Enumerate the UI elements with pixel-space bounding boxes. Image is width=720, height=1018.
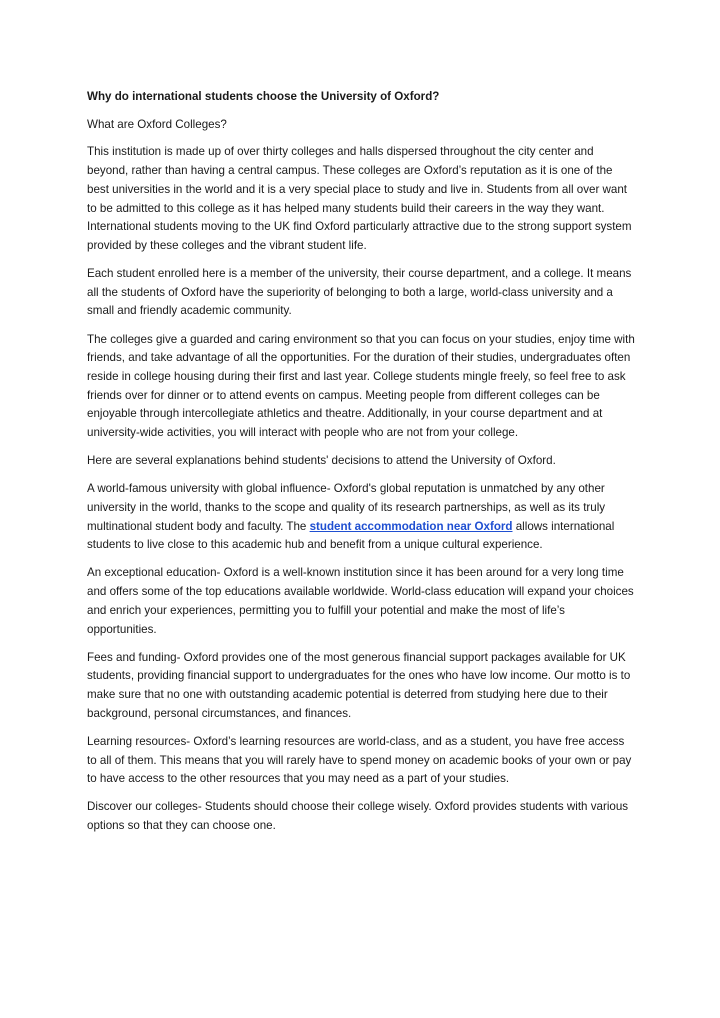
paragraph-text-before-link: A world-famous university with global influence- Oxford's global reputation is unmatched by any other university in the world, thanks to the scope and quality of its research partnerships, as well as its truly multinational student body and faculty. The [87,482,606,533]
document-page [87,88,635,845]
document-title: Why do international students choose the University of Oxford? [87,90,440,103]
paragraph-membership: Each student enrolled here is a member of the university, their course department, and a college. It means all the students of Oxford have the superiority of belonging to both a large, world-class university and a small and friendly academic community. [87,267,632,318]
document-subtitle: What are Oxford Colleges? [87,117,227,131]
student-accommodation-link[interactable]: student accommodation near Oxford [309,519,513,533]
paragraph-college-environment: The colleges give a guarded and caring environment so that you can focus on your studies, enjoy time with friends, and take advantage of all the opportunities. For the duration of their studies, undergraduates often reside in college housing during their first and last year. College students mingle freely, so feel free to ask friends over for dinner or to attend events on campus. Meeting people from different colleges can be enjoyable through intercollegiate athletics and theatre. Additionally, in your course department and at university-wide activities, you will interact with people who are not from your college. [87,332,635,440]
paragraph-exceptional-education: An exceptional education- Oxford is a well-known institution since it has been around for a very long time and offers some of the top educations available worldwide. World-class education will expand your choices and enrich your experiences, permitting you to fulfill your potential and make the most of life’s opportunities. [87,566,634,636]
paragraph-colleges-overview: This institution is made up of over thirty colleges and halls dispersed throughout the city center and beyond, rather than having a central campus. These colleges are Oxford’s reputation as it is one of the best universities in the world and it is a very special place to study and live in. Students from all over want to be admitted to this college as it has helped many students build their careers in the way they want. International students moving to the UK find Oxford particularly attractive due to the strong support system provided by these colleges and the vibrant student life. [87,145,632,252]
paragraph-discover-colleges: Discover our colleges- Students should choose their college wisely. Oxford provides students with various options so that they can choose one. [87,800,629,833]
paragraph-fees-funding: Fees and funding- Oxford provides one of the most generous financial support packages available for UK students, providing financial support to undergraduates for the ones who have low income. Our motto is to make sure that no one with outstanding academic potential is deterred from studying here due to their background, personal circumstances, and finances. [87,650,631,720]
paragraph-explanations-intro: Here are several explanations behind students' decisions to attend the University of Oxford. [87,454,556,468]
paragraph-global-influence [87,480,635,555]
paragraph-learning-resources: Learning resources- Oxford’s learning resources are world-class, and as a student, you have free access to all of them. This means that you will rarely have to spend money on academic books of your own or pay to have access to the other resources that you may need as a part of your studies. [87,734,632,786]
paragraph-text-after-link: allows international students to live close to this academic hub and benefit from a unique cultural experience. [87,519,615,552]
